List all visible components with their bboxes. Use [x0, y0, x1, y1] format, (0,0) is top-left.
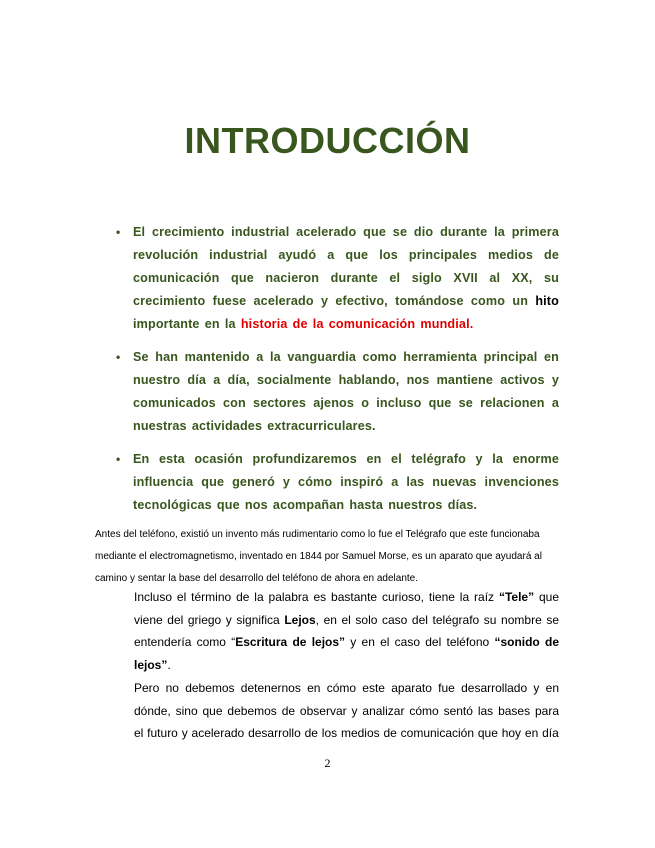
highlighted-text: historia de la comunicación mundial	[240, 317, 470, 331]
body-paragraph-2: Pero no debemos detenernos en cómo este aparato fue desarrollado y en dónde, sino que debemos de observar y analizar cómo sentó las bases para el futuro y acelerado desarrollo de los medios de comunicación que hoy en día	[134, 681, 559, 740]
list-item	[112, 346, 559, 438]
bold-term: “Tele”	[498, 590, 535, 604]
bullet-icon: •	[116, 452, 121, 466]
paragraph-text: que viene del griego y significa	[134, 590, 559, 627]
paragraph-text: y en el caso del teléfono	[345, 635, 495, 649]
bullet-text: El crecimiento industrial acelerado que se dio durante la primera revolución industrial ayudó a que los principales medios de comunicación que nacieron durante el siglo XVII al XX, su crecimiento fuese acelerado y efectivo, tomándose como un	[133, 225, 559, 308]
paragraph-text: , en el solo caso del telégrafo su nombre se entendería como “	[134, 612, 559, 649]
paragraph-text: Incluso el término de la palabra es bastante curioso, tiene la raíz	[134, 590, 499, 604]
bullet-text: Se han mantenido a la vanguardia como herramienta principal en nuestro día a día, socialmente hablando, nos mantiene activos y comunicados con sectores ajenos o incluso que se relacionen a nuestras actividades extracurriculares.	[133, 350, 559, 433]
bullet-text: importante en la	[133, 317, 241, 331]
bold-term: “sonido de lejos”	[134, 635, 560, 672]
bold-term: Lejos	[284, 612, 316, 627]
bullet-text: En esta ocasión profundizaremos en el telégrafo y la enorme influencia que generó y cómo inspiró a las nuevas invenciones tecnológicas que nos acompañan hasta nuestros días.	[133, 452, 559, 512]
bullet-icon: •	[116, 225, 121, 239]
bullet-text-period: .	[469, 317, 474, 331]
body-paragraph-1	[134, 586, 559, 676]
bold-term: Escritura de lejos”	[235, 635, 346, 649]
plain-paragraph: Antes del teléfono, existió un invento más rudimentario como lo fue el Telégrafo que este funcionaba mediante el electromagnetismo, inventado en 1844 por Samuel Morse, es un aparato que ayudará al camino y sentar la base del desarrollo del teléfono de ahora en adelante.	[95, 529, 542, 584]
bullet-text-hito: hito	[535, 294, 559, 308]
list-item	[112, 221, 559, 336]
bullet-icon: •	[116, 350, 121, 364]
list-item	[112, 448, 559, 517]
page-number: 2	[324, 756, 331, 770]
bullet-list	[112, 221, 559, 527]
page-title: INTRODUCCIÓN	[184, 120, 471, 161]
paragraph-text: .	[167, 657, 171, 672]
